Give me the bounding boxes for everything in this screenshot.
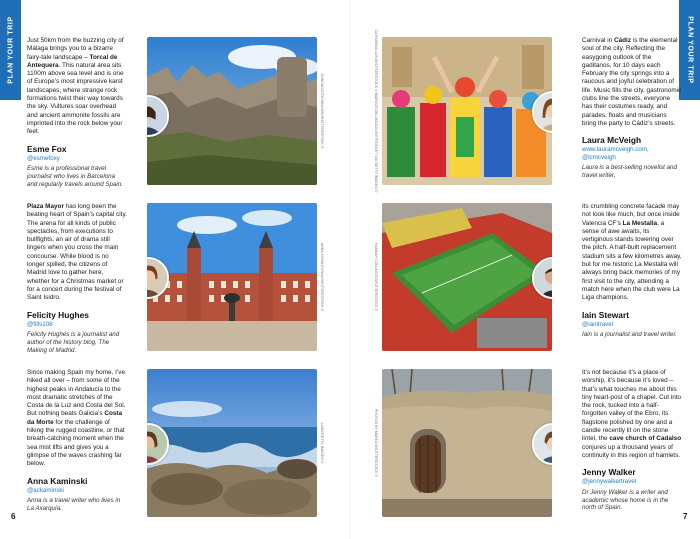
page-number-right: 7 (683, 512, 688, 521)
section-tab-left (0, 0, 21, 100)
photo-torcal-rocks (147, 37, 317, 185)
photo-credit: PHOTOS BY MARTA/SHUTTERSTOCK © (374, 408, 378, 478)
place-name: La Mestalla (622, 219, 658, 227)
author-bio: Iain is a journalist and travel writer. (582, 331, 678, 339)
entry-body: Its crumbling concrete facade may not look like much, but once inside Valencia CF’s La Mestalla, a sense of awe awaits, its vertiginous stands towering over the pitch. A half-built replacement stadium sits a few kilometres away, but for me historic La Mestalla will always bring back memories of my first visit to the city, attending a match here when the club were La Liga champions. (582, 203, 682, 302)
author-bio: Laura is a best-selling novelist and travel writer. (582, 164, 677, 180)
entry-body: Carnival in Cádiz is the elemental soul of the city. Reflecting the easygoing outlook of the gaditanos, for 10 days each February the city springs into a raucous and joyful celebration of life. Music fills the city, gastronomic clubs line the streets, everyone has their costumes ready, and parades, floats and musicians bring the party to Cádiz’s streets. (582, 37, 682, 127)
photo-cadiz-carnival (382, 37, 552, 185)
photo-cave-church (382, 369, 552, 517)
author-handle[interactable]: www.lauramcveigh.com, @lcmcveigh (582, 146, 649, 161)
photo-plaza-mayor (147, 203, 317, 351)
author-avatar (532, 257, 552, 299)
entry-body: Just 50km from the buzzing city of Málaga brings you to a bizarre fairy-tale landscape – Torcal de Antequera. This natural area sits 1100m above sea level and is one of Europe’s most impressive karst landscapes, where strange rock formations twist their way towards the sky. Vultures soar overhead and ancient ammonite fossils are imprinted into the rock below your feet. (27, 37, 124, 136)
place-name: Torcal de Antequera (27, 53, 118, 69)
entry-body: Plaza Mayor has long been the beating heart of Spain’s capital city. The arena for all kinds of public spectacles, from executions to bullfights, an air of drama still lingers when you cross the main concourse. While blood is no longer spilled, the citizens of Madrid love to gather here, whether for a Christmas market or for a concert during the festival of Saint Isidro. (27, 203, 127, 302)
author-avatar (147, 423, 169, 465)
author-name: Iain Stewart (582, 309, 630, 320)
author-name: Laura McVeigh (582, 135, 642, 146)
photo-la-mestalla (382, 203, 552, 351)
entry-body: It’s not because it’s a place of worship, it’s because it’s loved – that’s what touches me about this tiny heart-post of a chapel. Cut into the rock, tucked into a half-forgotten valley of the Ebro, its flagstone polished by one and a candle recently lit on the stone lintel, the cave church of Cadalso conjures up a thousand years of continuity in this region of hamlets. (582, 369, 682, 459)
portrait-icon (534, 93, 552, 131)
photo-credit: DUNCAN/STOCKBUYER/SHUTTERSTOCK © (320, 73, 324, 149)
author-avatar (532, 91, 552, 133)
entry-text (27, 37, 127, 189)
author-avatar (532, 423, 552, 465)
section-tab-label: PLAN YOUR TRIP (686, 16, 693, 84)
section-tab-right (679, 0, 700, 100)
author-handle[interactable]: @jennywalkertravel (582, 478, 637, 486)
portrait-icon (534, 425, 552, 463)
entry-text (27, 369, 127, 513)
photo-credit: JAUN/GETTY IMAGES © (320, 422, 324, 464)
author-handle[interactable]: @fills108 (27, 320, 53, 328)
photo-credit: ANNA KOVALEVSKA/SHUTTERSTOCK © (320, 242, 324, 312)
place-name: Costa da Morte (27, 410, 123, 426)
author-bio: Dr Jenny Walker is a writer and academic whose home is in the north of Spain. (582, 488, 669, 512)
author-name: Felicity Hughes (27, 309, 89, 320)
place-name: cave church of Cadalso (609, 435, 682, 443)
author-avatar (147, 257, 169, 299)
page-number-left: 6 (11, 512, 16, 521)
photo-credit: HANNAH COLLINGS/SHUTTERSTOCK © (374, 242, 378, 312)
entry-body: Since making Spain my home, I’ve hiked all over – from some of the highest peaks in Andalucía to the most dramatic stretches of the Costa de la Luz and Costa del Sol. But nothing beats Galicia’s Costa da Morte for the challenge of hiking the rugged coastline, or that breath-catching moment when the sea mist lifts and gives you a glimpse of the waves crashing far below. (27, 369, 126, 468)
entry-text (582, 203, 682, 339)
place-name: Plaza Mayor (27, 203, 64, 210)
author-name: Anna Kaminski (27, 475, 88, 486)
author-bio: Felicity Hughes is a journalist and author of the history blog, The Making of Madrid. (27, 331, 120, 354)
author-handle[interactable]: @iaintravel (582, 320, 614, 328)
portrait-icon (147, 259, 167, 297)
entry-text (582, 369, 682, 512)
photo-costa-da-morte (147, 369, 317, 517)
author-name: Esme Fox (27, 143, 67, 154)
portrait-icon (147, 97, 167, 135)
photo-credit: CATHARINA LUX/SHUTTERSTOCK © MARCOS DEL MAZO/LIGHTROCKET VIA GETTY IMAGES © (374, 29, 378, 193)
portrait-icon (534, 259, 552, 297)
entry-text (582, 37, 682, 180)
entry-text (27, 203, 127, 355)
section-tab-label: PLAN YOUR TRIP (7, 16, 14, 84)
author-bio: Esme is a professional travel journalist who lives in Barcelona and regularly travels around Spain. (27, 165, 123, 188)
page-gutter (349, 0, 351, 539)
place-name: Cádiz (613, 37, 632, 44)
author-name: Jenny Walker (582, 467, 636, 478)
author-handle[interactable]: @ackaminski (27, 486, 64, 494)
author-avatar (147, 95, 169, 137)
portrait-icon (147, 425, 167, 463)
author-bio: Anna is a travel writer who lives in La Axarquía. (27, 497, 121, 512)
author-handle[interactable]: @esmefoxy (27, 154, 60, 162)
